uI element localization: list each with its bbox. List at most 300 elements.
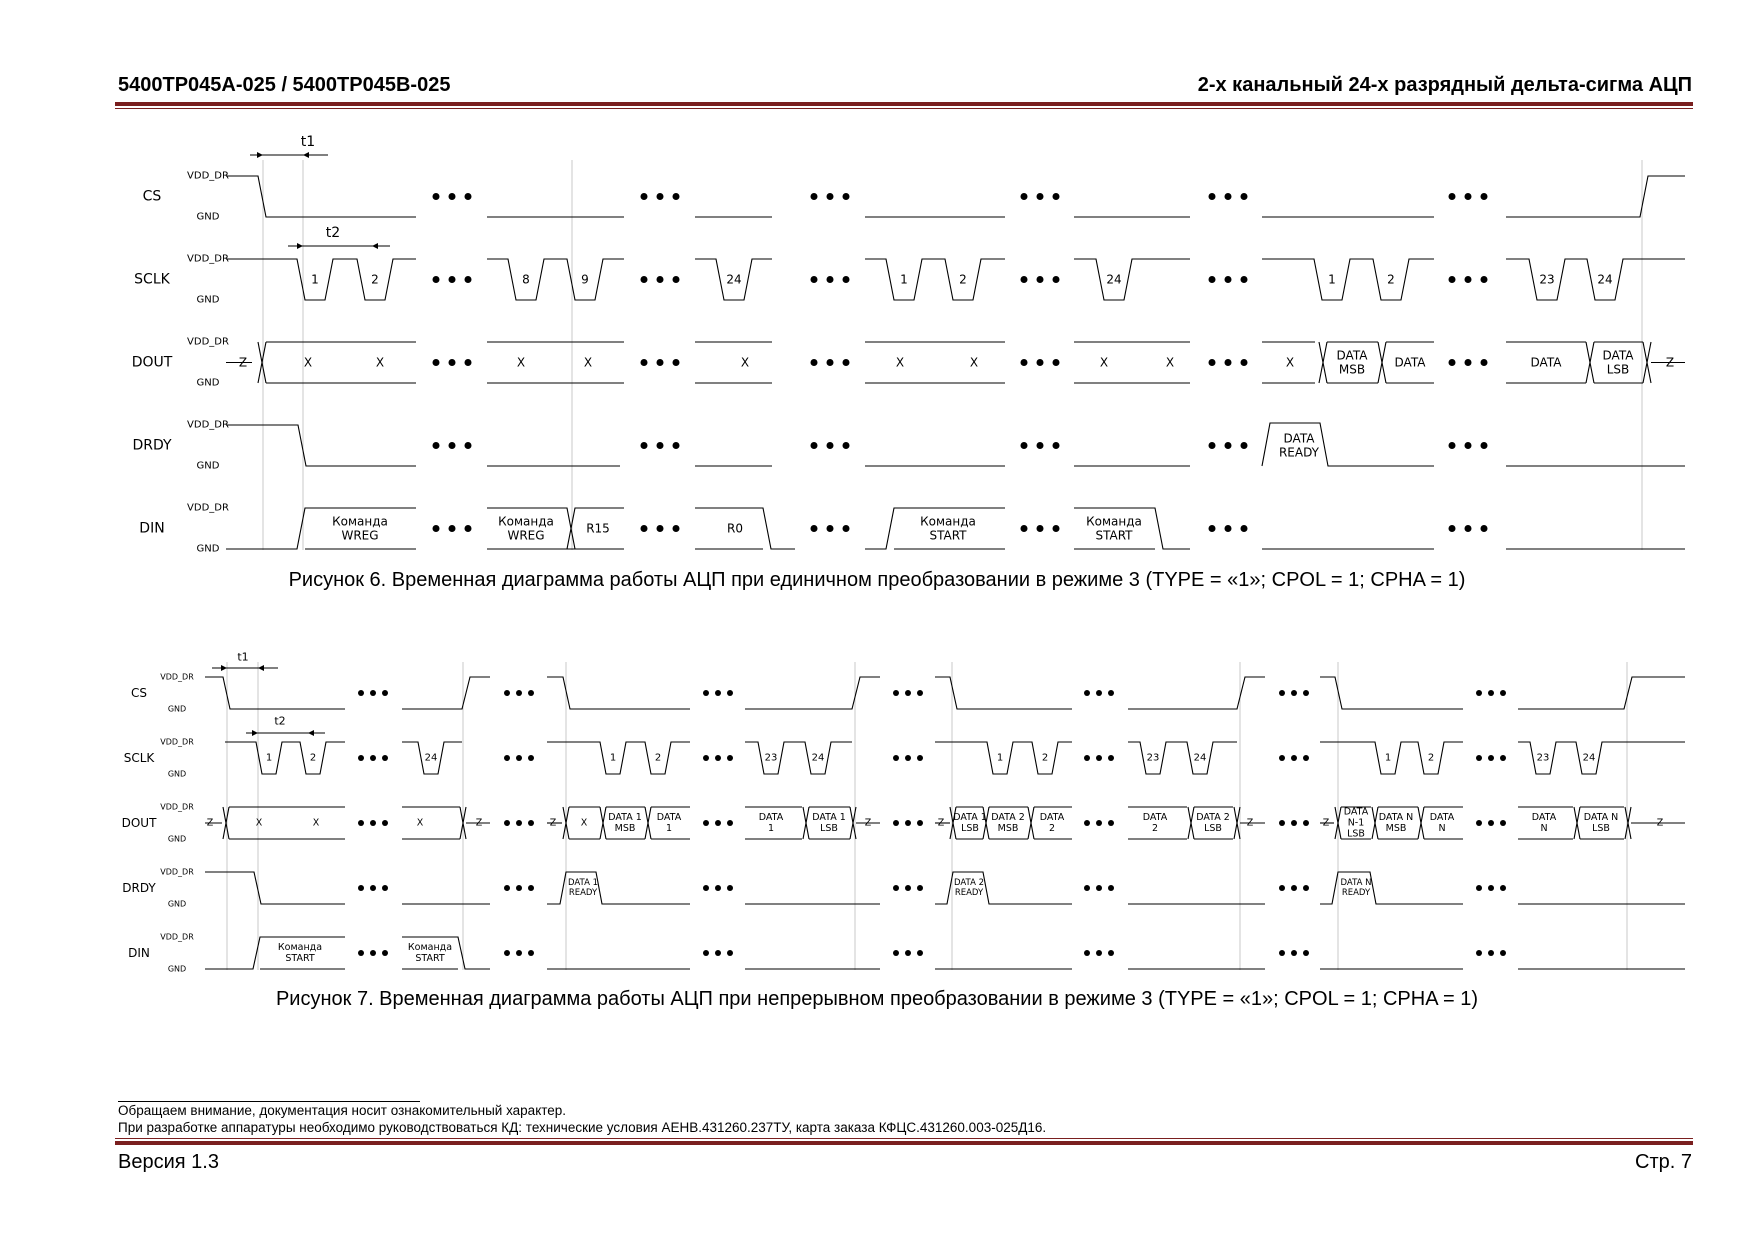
cs-waveform bbox=[1518, 677, 1685, 709]
ellipsis-dot bbox=[827, 359, 834, 366]
ellipsis-dot bbox=[1279, 820, 1285, 826]
ellipsis-dot bbox=[1084, 755, 1090, 761]
ellipsis-dot bbox=[1291, 950, 1297, 956]
dout-value-label: X bbox=[516, 355, 526, 370]
dout-value-label: DATA 1 bbox=[953, 812, 987, 824]
ellipsis-dot bbox=[657, 442, 664, 449]
ellipsis-dot bbox=[382, 820, 388, 826]
dout-value-label: Z bbox=[549, 817, 557, 829]
dout-value-label: Z bbox=[1322, 817, 1330, 829]
ellipsis-dot bbox=[827, 276, 834, 283]
ellipsis-dot bbox=[727, 885, 733, 891]
rail-low-label: GND bbox=[196, 294, 220, 306]
ellipsis-dot bbox=[1037, 193, 1044, 200]
ellipsis-dot bbox=[1096, 950, 1102, 956]
ellipsis-dot bbox=[673, 276, 680, 283]
sclk-clock-label: 2 bbox=[1387, 272, 1395, 287]
dout-value-label: DATA bbox=[1039, 812, 1065, 824]
sclk-waveform bbox=[935, 742, 1072, 774]
din-value-label: WREG bbox=[507, 528, 545, 543]
din-value-label: Команда bbox=[920, 514, 976, 529]
sclk-clock-label: 24 bbox=[1106, 272, 1122, 287]
ellipsis-dot bbox=[893, 885, 899, 891]
dout-value-label: 1 bbox=[665, 822, 673, 834]
signal-label: DIN bbox=[139, 520, 165, 537]
ellipsis-dot bbox=[516, 690, 522, 696]
dout-value-label: Z bbox=[1246, 817, 1254, 829]
dout-value-label: X bbox=[255, 817, 263, 829]
ellipsis-dot bbox=[465, 442, 472, 449]
ellipsis-dot bbox=[1037, 359, 1044, 366]
timing-t1-arrow bbox=[258, 665, 264, 671]
ellipsis-dot bbox=[504, 950, 510, 956]
ellipsis-dot bbox=[893, 820, 899, 826]
ellipsis-dot bbox=[1488, 755, 1494, 761]
ellipsis-dot bbox=[449, 525, 456, 532]
ellipsis-dot bbox=[370, 755, 376, 761]
sclk-clock-label: 23 bbox=[764, 752, 778, 764]
timing-t2-arrow bbox=[297, 243, 303, 249]
sclk-clock-label: 24 bbox=[1597, 272, 1613, 287]
part-numbers: 5400ТР045А-025 / 5400ТР045В-025 bbox=[118, 74, 451, 96]
ellipsis-dot bbox=[715, 820, 721, 826]
ellipsis-dot bbox=[1291, 690, 1297, 696]
din-waveform bbox=[695, 508, 795, 549]
ellipsis-dot bbox=[1481, 442, 1488, 449]
ellipsis-dot bbox=[827, 525, 834, 532]
rail-low-label: GND bbox=[167, 704, 187, 714]
ellipsis-dot bbox=[673, 193, 680, 200]
ellipsis-dot bbox=[1465, 276, 1472, 283]
dout-value-label: Z bbox=[937, 817, 945, 829]
ellipsis-dot bbox=[715, 690, 721, 696]
rail-high-label: VDD_DR bbox=[187, 502, 229, 514]
ellipsis-dot bbox=[1225, 442, 1232, 449]
ellipsis-dot bbox=[358, 820, 364, 826]
timing-t2-label: t2 bbox=[274, 714, 286, 728]
ellipsis-dot bbox=[917, 690, 923, 696]
drdy-value-label: DATA N bbox=[1340, 878, 1372, 889]
footer-rule-thin bbox=[115, 1138, 1693, 1139]
ellipsis-dot bbox=[358, 690, 364, 696]
ellipsis-dot bbox=[641, 525, 648, 532]
ellipsis-dot bbox=[1053, 193, 1060, 200]
dout-value-label: N bbox=[1540, 822, 1548, 834]
ellipsis-dot bbox=[727, 755, 733, 761]
ellipsis-dot bbox=[1500, 690, 1506, 696]
rail-low-label: GND bbox=[167, 964, 187, 974]
dout-value-label: X bbox=[1165, 355, 1175, 370]
ellipsis-dot bbox=[843, 193, 850, 200]
dout-value-label: X bbox=[740, 355, 750, 370]
din-value-label: Команда bbox=[498, 514, 554, 529]
ellipsis-dot bbox=[1449, 525, 1456, 532]
timing-t2-label: t2 bbox=[325, 225, 341, 241]
rail-high-label: VDD_DR bbox=[160, 737, 194, 747]
ellipsis-dot bbox=[382, 690, 388, 696]
ellipsis-dot bbox=[1476, 885, 1482, 891]
ellipsis-dot bbox=[1209, 193, 1216, 200]
ellipsis-dot bbox=[528, 950, 534, 956]
dout-value-label: DATA N bbox=[1378, 812, 1414, 824]
dout-value-label: X bbox=[1285, 355, 1295, 370]
dout-value-label: X bbox=[583, 355, 593, 370]
ellipsis-dot bbox=[433, 525, 440, 532]
ellipsis-dot bbox=[811, 442, 818, 449]
ellipsis-dot bbox=[1053, 525, 1060, 532]
ellipsis-dot bbox=[657, 525, 664, 532]
timing-diagram-figure7 bbox=[0, 600, 1754, 980]
ellipsis-dot bbox=[1449, 193, 1456, 200]
sclk-clock-label: 1 bbox=[996, 752, 1004, 764]
dout-value-label: X bbox=[969, 355, 979, 370]
ellipsis-dot bbox=[641, 193, 648, 200]
ellipsis-dot bbox=[1225, 359, 1232, 366]
dout-value-label: LSB bbox=[1347, 828, 1365, 840]
dout-value-label: Z bbox=[864, 817, 872, 829]
sclk-clock-label: 2 bbox=[959, 272, 967, 287]
ellipsis-dot bbox=[1303, 690, 1309, 696]
timing-t1-label: t1 bbox=[300, 134, 316, 150]
ellipsis-dot bbox=[433, 193, 440, 200]
timing-t2-arrow bbox=[308, 730, 314, 736]
din-value-label: Команда bbox=[1086, 514, 1142, 529]
ellipsis-dot bbox=[465, 525, 472, 532]
cs-waveform bbox=[205, 677, 345, 709]
ellipsis-dot bbox=[1481, 525, 1488, 532]
cs-waveform bbox=[226, 176, 416, 217]
dout-value-label: LSB bbox=[961, 822, 979, 834]
dout-value-label: Z bbox=[475, 817, 483, 829]
ellipsis-dot bbox=[1465, 359, 1472, 366]
drdy-value-label: DATA 2 bbox=[953, 878, 985, 889]
device-title: 2-х канальный 24-х разрядный дельта-сигма АЦП bbox=[1197, 74, 1692, 96]
dout-value-label: 2 bbox=[1151, 822, 1159, 834]
ellipsis-dot bbox=[1021, 193, 1028, 200]
dout-value-label: Z bbox=[1665, 355, 1675, 370]
sclk-clock-label: 2 bbox=[1041, 752, 1049, 764]
din-value-label: START bbox=[929, 528, 967, 543]
sclk-clock-label: 24 bbox=[811, 752, 825, 764]
drdy-value-label: READY bbox=[568, 887, 598, 898]
ellipsis-dot bbox=[1500, 950, 1506, 956]
ellipsis-dot bbox=[1108, 950, 1114, 956]
ellipsis-dot bbox=[433, 276, 440, 283]
ellipsis-dot bbox=[843, 525, 850, 532]
cs-waveform bbox=[935, 677, 1072, 709]
dout-value-label: DATA N bbox=[1583, 812, 1619, 824]
ellipsis-dot bbox=[1488, 950, 1494, 956]
ellipsis-dot bbox=[1279, 950, 1285, 956]
dout-value-label: 1 bbox=[767, 822, 775, 834]
ellipsis-dot bbox=[1241, 359, 1248, 366]
ellipsis-dot bbox=[382, 885, 388, 891]
ellipsis-dot bbox=[1225, 193, 1232, 200]
ellipsis-dot bbox=[1021, 525, 1028, 532]
ellipsis-dot bbox=[1291, 885, 1297, 891]
timing-t1-arrow bbox=[303, 152, 309, 158]
sclk-clock-label: 2 bbox=[309, 752, 317, 764]
dout-value-label: X bbox=[580, 817, 588, 829]
ellipsis-dot bbox=[1465, 193, 1472, 200]
ellipsis-dot bbox=[1241, 525, 1248, 532]
ellipsis-dot bbox=[727, 950, 733, 956]
sclk-clock-label: 24 bbox=[726, 272, 742, 287]
ellipsis-dot bbox=[1037, 276, 1044, 283]
ellipsis-dot bbox=[449, 276, 456, 283]
ellipsis-dot bbox=[1225, 525, 1232, 532]
rail-high-label: VDD_DR bbox=[160, 672, 194, 682]
ellipsis-dot bbox=[516, 950, 522, 956]
ellipsis-dot bbox=[465, 276, 472, 283]
dout-value-label: Z bbox=[206, 817, 214, 829]
dout-value-label: MSB bbox=[1338, 362, 1366, 377]
ellipsis-dot bbox=[1084, 950, 1090, 956]
rail-high-label: VDD_DR bbox=[160, 932, 194, 942]
ellipsis-dot bbox=[1241, 276, 1248, 283]
ellipsis-dot bbox=[1084, 885, 1090, 891]
ellipsis-dot bbox=[1108, 820, 1114, 826]
ellipsis-dot bbox=[657, 276, 664, 283]
dout-value-label: N bbox=[1438, 822, 1446, 834]
sclk-clock-label: 1 bbox=[1328, 272, 1336, 287]
ellipsis-dot bbox=[727, 690, 733, 696]
signal-label: SCLK bbox=[134, 271, 170, 288]
signal-label: SCLK bbox=[123, 751, 155, 765]
sclk-waveform bbox=[1320, 742, 1463, 774]
rail-low-label: GND bbox=[196, 460, 220, 472]
ellipsis-dot bbox=[703, 755, 709, 761]
drdy-waveform bbox=[226, 425, 416, 466]
ellipsis-dot bbox=[382, 950, 388, 956]
ellipsis-dot bbox=[641, 276, 648, 283]
ellipsis-dot bbox=[1465, 525, 1472, 532]
dout-value-label: X bbox=[375, 355, 385, 370]
timing-diagram-figure6 bbox=[0, 0, 1754, 570]
dout-value-label: LSB bbox=[1606, 362, 1630, 377]
ellipsis-dot bbox=[905, 885, 911, 891]
drdy-value-label: DATA 1 bbox=[567, 878, 599, 889]
timing-t2-arrow bbox=[372, 243, 378, 249]
ellipsis-dot bbox=[843, 276, 850, 283]
ellipsis-dot bbox=[1303, 820, 1309, 826]
rail-low-label: GND bbox=[167, 834, 187, 844]
dout-value-label: X bbox=[312, 817, 320, 829]
dout-value-label: MSB bbox=[997, 822, 1019, 834]
dout-value-label: 2 bbox=[1048, 822, 1056, 834]
dout-value-label: Z bbox=[238, 355, 248, 370]
dout-value-label: DATA bbox=[1142, 812, 1168, 824]
ellipsis-dot bbox=[703, 885, 709, 891]
ellipsis-dot bbox=[1291, 820, 1297, 826]
rail-low-label: GND bbox=[196, 211, 220, 223]
ellipsis-dot bbox=[504, 820, 510, 826]
cs-waveform bbox=[1128, 677, 1265, 709]
footnote-1: Обращаем внимание, документация носит ознакомительный характер. bbox=[118, 1103, 567, 1118]
ellipsis-dot bbox=[1500, 820, 1506, 826]
sclk-clock-label: 8 bbox=[522, 272, 530, 287]
ellipsis-dot bbox=[1488, 820, 1494, 826]
ellipsis-dot bbox=[1108, 755, 1114, 761]
ellipsis-dot bbox=[1084, 690, 1090, 696]
ellipsis-dot bbox=[673, 442, 680, 449]
ellipsis-dot bbox=[905, 820, 911, 826]
ellipsis-dot bbox=[843, 359, 850, 366]
sclk-clock-label: 23 bbox=[1539, 272, 1555, 287]
ellipsis-dot bbox=[1449, 442, 1456, 449]
dout-value-label: DATA bbox=[656, 812, 682, 824]
dout-value-label: DATA bbox=[1336, 348, 1368, 363]
ellipsis-dot bbox=[516, 885, 522, 891]
sclk-waveform bbox=[487, 259, 624, 300]
sclk-clock-label: 1 bbox=[609, 752, 617, 764]
ellipsis-dot bbox=[358, 950, 364, 956]
ellipsis-dot bbox=[1279, 885, 1285, 891]
ellipsis-dot bbox=[1279, 755, 1285, 761]
ellipsis-dot bbox=[370, 690, 376, 696]
ellipsis-dot bbox=[657, 359, 664, 366]
sclk-clock-label: 9 bbox=[581, 272, 589, 287]
din-value-label: Команда bbox=[407, 942, 453, 954]
ellipsis-dot bbox=[905, 690, 911, 696]
dout-value-label: DATA bbox=[1343, 806, 1369, 818]
cs-waveform bbox=[402, 677, 490, 709]
ellipsis-dot bbox=[1021, 442, 1028, 449]
version-label: Версия 1.3 bbox=[118, 1151, 219, 1173]
cs-waveform bbox=[745, 677, 880, 709]
ellipsis-dot bbox=[827, 442, 834, 449]
ellipsis-dot bbox=[1053, 276, 1060, 283]
rail-low-label: GND bbox=[196, 377, 220, 389]
sclk-waveform bbox=[547, 742, 690, 774]
ellipsis-dot bbox=[1481, 359, 1488, 366]
din-value-label: START bbox=[415, 952, 445, 964]
ellipsis-dot bbox=[1500, 755, 1506, 761]
din-value-label: START bbox=[1095, 528, 1133, 543]
rail-high-label: VDD_DR bbox=[187, 253, 229, 265]
ellipsis-dot bbox=[1481, 193, 1488, 200]
drdy-waveform bbox=[205, 872, 345, 904]
sclk-waveform bbox=[226, 259, 416, 300]
din-value-label: START bbox=[285, 952, 315, 964]
ellipsis-dot bbox=[893, 755, 899, 761]
footnote-2: При разработке аппаратуры необходимо руководствоваться КД: технические условия АЕНВ.431260.237ТУ, карта заказа КФЦС.431260.003-025Д16. bbox=[118, 1120, 1047, 1135]
ellipsis-dot bbox=[370, 820, 376, 826]
din-value-label: WREG bbox=[341, 528, 379, 543]
ellipsis-dot bbox=[449, 359, 456, 366]
ellipsis-dot bbox=[370, 885, 376, 891]
rail-low-label: GND bbox=[196, 543, 220, 555]
sclk-clock-label: 24 bbox=[1193, 752, 1207, 764]
dout-value-label: X bbox=[303, 355, 313, 370]
sclk-clock-label: 2 bbox=[1427, 752, 1435, 764]
ellipsis-dot bbox=[905, 950, 911, 956]
ellipsis-dot bbox=[1209, 359, 1216, 366]
signal-label: DOUT bbox=[121, 816, 157, 830]
ellipsis-dot bbox=[715, 755, 721, 761]
drdy-value-label: READY bbox=[954, 887, 984, 898]
ellipsis-dot bbox=[1241, 193, 1248, 200]
dout-value-label: LSB bbox=[820, 822, 838, 834]
timing-t1-arrow bbox=[257, 152, 263, 158]
ellipsis-dot bbox=[715, 950, 721, 956]
din-value-label: Команда bbox=[332, 514, 388, 529]
ellipsis-dot bbox=[528, 820, 534, 826]
dout-value-label: DATA 2 bbox=[991, 812, 1025, 824]
ellipsis-dot bbox=[657, 193, 664, 200]
ellipsis-dot bbox=[1209, 276, 1216, 283]
ellipsis-dot bbox=[641, 442, 648, 449]
ellipsis-dot bbox=[1021, 276, 1028, 283]
ellipsis-dot bbox=[1481, 276, 1488, 283]
rail-high-label: VDD_DR bbox=[187, 170, 229, 182]
ellipsis-dot bbox=[917, 755, 923, 761]
ellipsis-dot bbox=[1096, 690, 1102, 696]
dout-value-label: DATA 2 bbox=[1196, 812, 1230, 824]
ellipsis-dot bbox=[1108, 690, 1114, 696]
drdy-value-label: READY bbox=[1278, 445, 1320, 460]
din-waveform bbox=[205, 937, 345, 969]
ellipsis-dot bbox=[1476, 950, 1482, 956]
signal-label: DRDY bbox=[132, 437, 172, 454]
dout-value-label: X bbox=[1099, 355, 1109, 370]
ellipsis-dot bbox=[1488, 690, 1494, 696]
sclk-waveform bbox=[865, 259, 1005, 300]
timing-t1-label: t1 bbox=[237, 650, 249, 664]
cs-waveform bbox=[1506, 176, 1685, 217]
dout-value-label: DATA bbox=[758, 812, 784, 824]
ellipsis-dot bbox=[528, 690, 534, 696]
sclk-clock-label: 2 bbox=[654, 752, 662, 764]
rail-high-label: VDD_DR bbox=[160, 802, 194, 812]
sclk-clock-label: 1 bbox=[900, 272, 908, 287]
timing-t1-arrow bbox=[221, 665, 227, 671]
ellipsis-dot bbox=[504, 690, 510, 696]
sclk-waveform bbox=[1262, 259, 1434, 300]
ellipsis-dot bbox=[1096, 820, 1102, 826]
ellipsis-dot bbox=[370, 950, 376, 956]
sclk-waveform bbox=[1506, 259, 1685, 300]
ellipsis-dot bbox=[449, 193, 456, 200]
ellipsis-dot bbox=[843, 442, 850, 449]
signal-label: CS bbox=[142, 188, 162, 205]
ellipsis-dot bbox=[1449, 276, 1456, 283]
ellipsis-dot bbox=[516, 755, 522, 761]
footer-rule bbox=[115, 1141, 1693, 1145]
ellipsis-dot bbox=[703, 820, 709, 826]
ellipsis-dot bbox=[811, 193, 818, 200]
sclk-waveform bbox=[1074, 259, 1190, 300]
dout-value-label: DATA bbox=[1530, 355, 1562, 370]
ellipsis-dot bbox=[703, 950, 709, 956]
dout-value-label: LSB bbox=[1592, 822, 1610, 834]
ellipsis-dot bbox=[673, 359, 680, 366]
ellipsis-dot bbox=[703, 690, 709, 696]
page-number: Стр. 7 bbox=[1635, 1151, 1692, 1173]
ellipsis-dot bbox=[1053, 359, 1060, 366]
ellipsis-dot bbox=[1096, 885, 1102, 891]
ellipsis-dot bbox=[1084, 820, 1090, 826]
sclk-clock-label: 24 bbox=[1582, 752, 1596, 764]
sclk-clock-label: 23 bbox=[1146, 752, 1160, 764]
din-value-label: Команда bbox=[277, 942, 323, 954]
ellipsis-dot bbox=[727, 820, 733, 826]
ellipsis-dot bbox=[673, 525, 680, 532]
dout-value-label: DATA 1 bbox=[608, 812, 642, 824]
ellipsis-dot bbox=[1021, 359, 1028, 366]
drdy-value-label: DATA bbox=[1283, 431, 1315, 446]
sclk-waveform bbox=[1128, 742, 1237, 774]
